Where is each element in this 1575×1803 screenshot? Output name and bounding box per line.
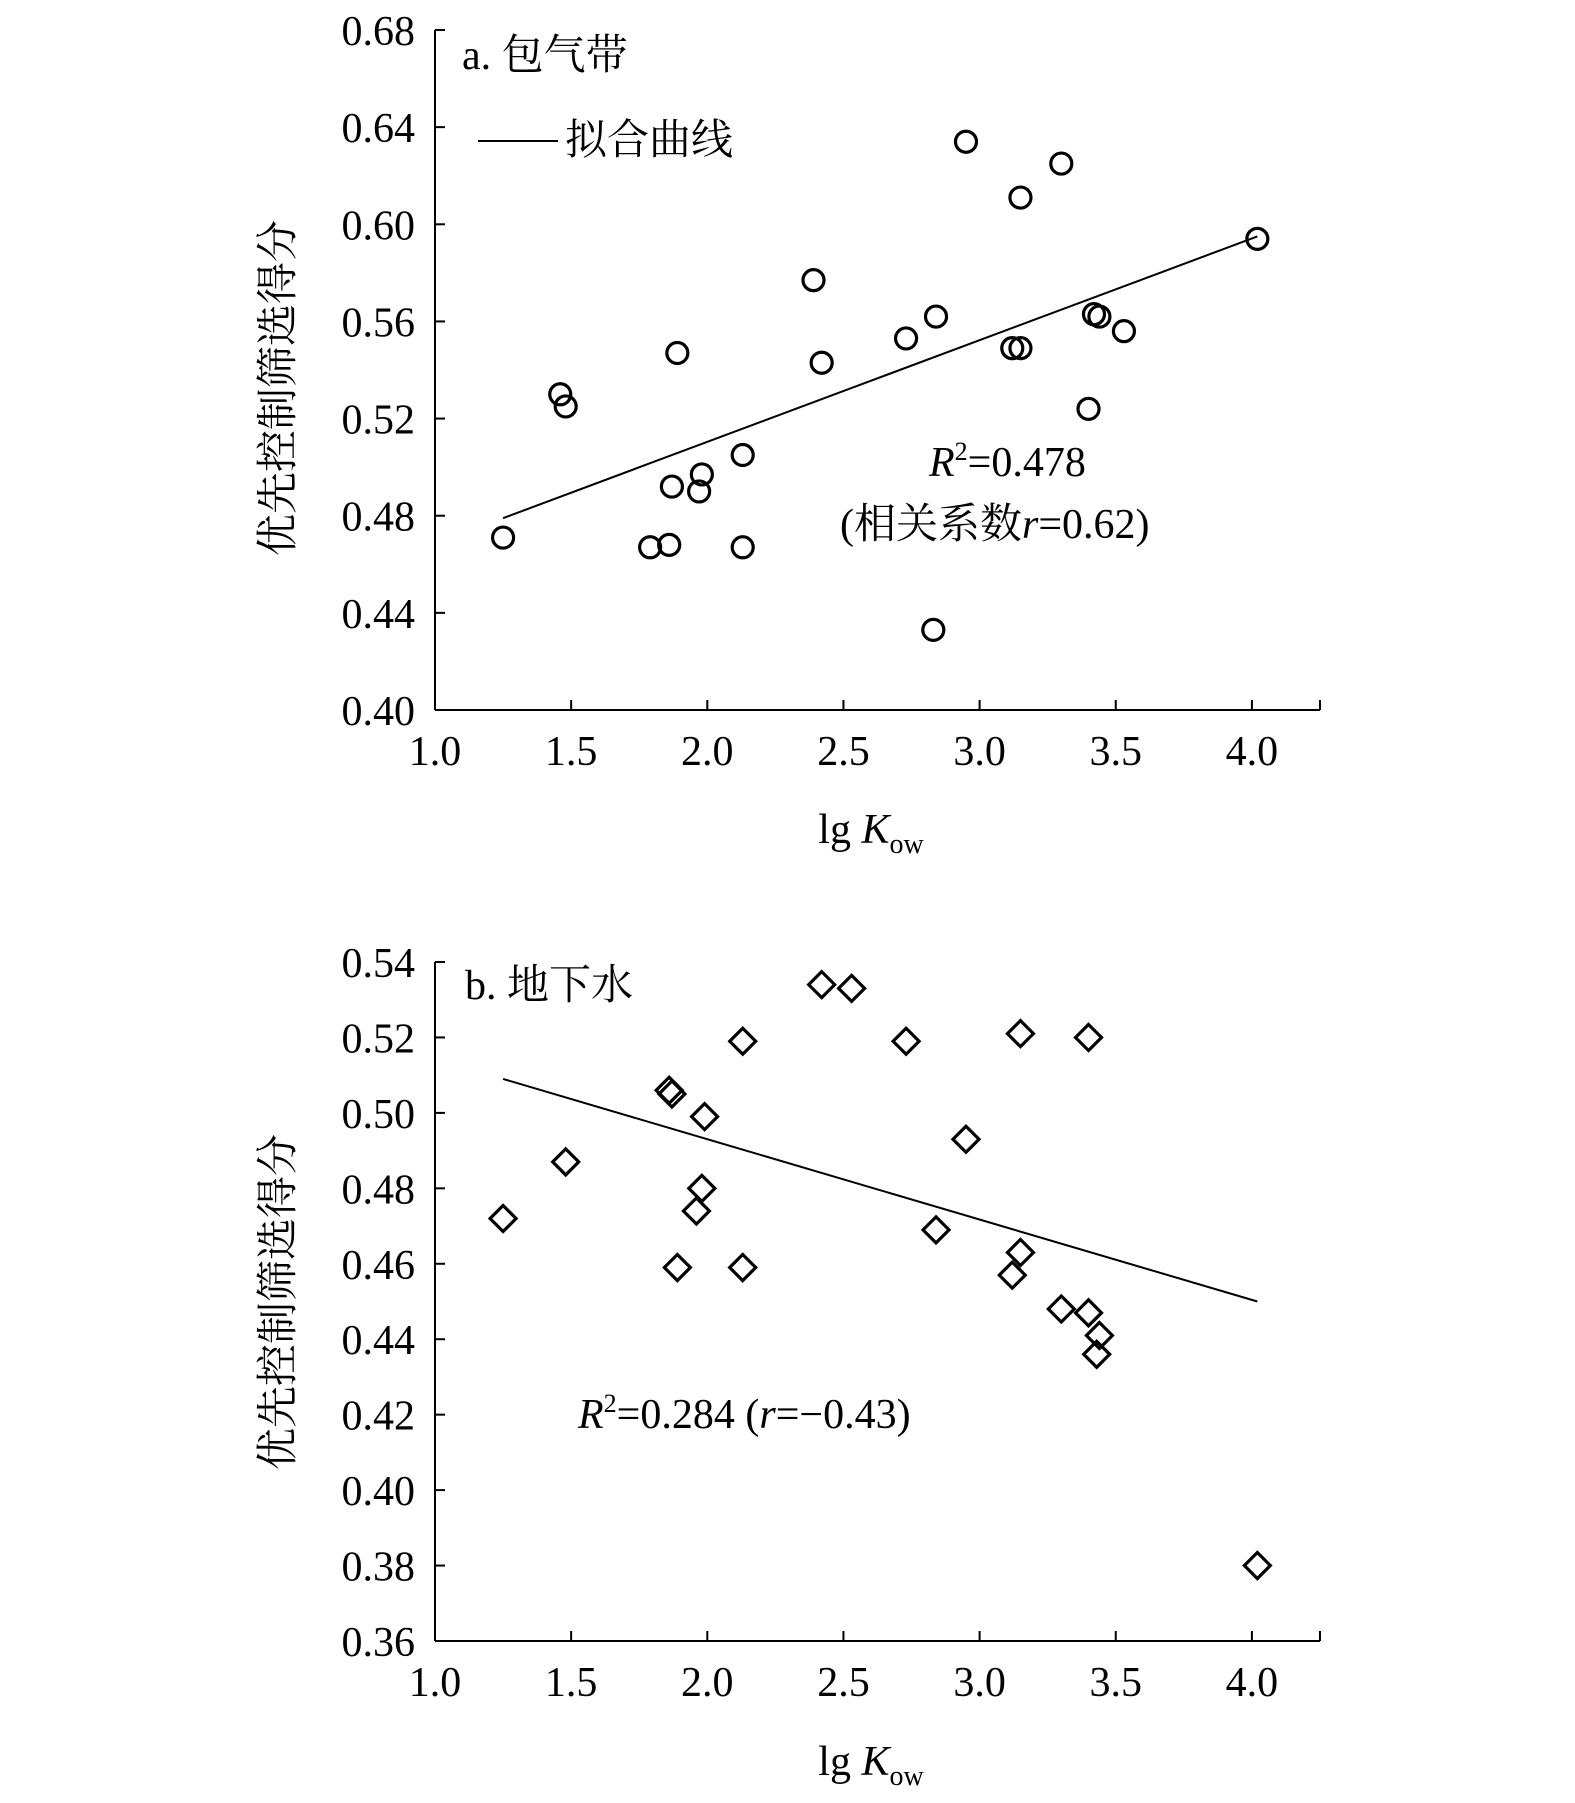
y-tick-label-b: 0.40: [341, 1469, 415, 1516]
data-point-circle: [811, 352, 832, 373]
data-point-diamond: [730, 1255, 756, 1281]
chart-panel-a: [256, 9, 1320, 860]
data-point-circle: [923, 619, 944, 640]
data-point-circle: [1010, 187, 1031, 208]
data-point-circle: [732, 445, 753, 466]
plot-area-b: [435, 962, 1320, 1641]
xlabel-b: $\lg K_{ow}$: [818, 1739, 924, 1792]
x-tick-label-a: 1.5: [544, 729, 598, 775]
data-point-diamond: [1244, 1553, 1270, 1579]
x-tick-label-a: 4.0: [1225, 729, 1279, 775]
data-point-diamond: [553, 1149, 579, 1175]
y-tick-label-a: 0.68: [341, 9, 415, 55]
data-point-circle: [803, 270, 824, 291]
x-tick-label-b: 3.5: [1089, 1660, 1142, 1706]
points-a: [493, 131, 1268, 640]
data-point-circle: [955, 131, 976, 152]
y-tick-label-b: 0.36: [341, 1620, 415, 1666]
r-annotation-a: (相关系数r=0.62): [840, 502, 1150, 548]
y-tick-label-a: 0.56: [341, 300, 415, 347]
ylabel-b: 优先控制筛选得分: [256, 1133, 302, 1471]
data-point-circle: [493, 527, 514, 548]
y-tick-label-a: 0.60: [341, 203, 415, 250]
panel-title-a: a. 包气带: [462, 33, 628, 79]
y-tick-label-b: 0.48: [341, 1167, 415, 1214]
y-tick-label-b: 0.52: [341, 1016, 415, 1063]
chart-panel-b: [256, 941, 1320, 1792]
x-tick-label-b: 2.5: [817, 1660, 870, 1706]
data-point-circle: [1113, 321, 1134, 342]
ticks-b: [342, 941, 1320, 1706]
data-point-circle: [555, 396, 576, 417]
y-tick-label-a: 0.48: [341, 494, 415, 541]
y-tick-label-a: 0.40: [341, 689, 415, 735]
panel-title-b: b. 地下水: [465, 963, 634, 1009]
ticks-a: [342, 9, 1320, 775]
data-point-circle: [1078, 398, 1099, 419]
data-point-circle: [1051, 153, 1072, 174]
data-point-diamond: [923, 1217, 949, 1243]
data-point-diamond: [689, 1175, 715, 1201]
y-tick-label-b: 0.42: [341, 1393, 415, 1440]
x-tick-label-a: 1.0: [408, 729, 462, 775]
fit-line-b: [503, 1079, 1257, 1302]
y-tick-label-a: 0.52: [341, 397, 415, 444]
data-point-diamond: [1076, 1300, 1102, 1326]
data-point-diamond: [893, 1028, 919, 1054]
data-point-diamond: [839, 975, 865, 1001]
x-tick-label-a: 3.0: [953, 729, 1006, 775]
legend-label: 拟合曲线: [565, 118, 734, 164]
data-point-diamond: [1076, 1024, 1102, 1050]
x-tick-label-b: 4.0: [1225, 1660, 1279, 1706]
xlabel-a: $\lg K_{ow}$: [818, 807, 924, 860]
x-tick-label-a: 2.5: [817, 729, 870, 775]
data-point-diamond: [1007, 1021, 1033, 1047]
x-tick-label-b: 1.0: [408, 1660, 462, 1706]
data-point-circle: [667, 343, 688, 364]
data-point-diamond: [809, 972, 835, 998]
points-b: [490, 972, 1270, 1579]
y-tick-label-b: 0.50: [341, 1091, 415, 1138]
x-tick-label-a: 3.5: [1089, 729, 1142, 775]
data-point-circle: [926, 306, 947, 327]
data-point-diamond: [490, 1206, 516, 1232]
data-point-diamond: [683, 1198, 709, 1224]
y-tick-label-b: 0.54: [341, 941, 415, 987]
fit-line-a: [503, 236, 1257, 518]
y-tick-label-b: 0.44: [341, 1318, 415, 1365]
data-point-circle: [896, 328, 917, 349]
y-tick-label-b: 0.46: [341, 1242, 415, 1289]
data-point-diamond: [953, 1126, 979, 1152]
data-point-diamond: [730, 1028, 756, 1054]
y-tick-label-a: 0.44: [341, 591, 415, 638]
x-tick-label-b: 1.5: [544, 1660, 598, 1706]
data-point-circle: [661, 476, 682, 497]
r2-annotation-b: $R^2=0.284$ (r=−0.43): [578, 1389, 911, 1438]
data-point-circle: [732, 537, 753, 558]
y-tick-label-b: 0.38: [341, 1544, 415, 1591]
x-tick-label-b: 3.0: [953, 1660, 1006, 1706]
data-point-diamond: [1048, 1296, 1074, 1322]
x-tick-label-a: 2.0: [681, 729, 734, 775]
ylabel-a: 优先控制筛选得分: [256, 219, 302, 557]
y-tick-label-a: 0.64: [341, 106, 415, 153]
data-point-diamond: [664, 1255, 690, 1281]
data-point-diamond: [692, 1104, 718, 1130]
data-point-circle: [550, 384, 571, 405]
x-tick-label-b: 2.0: [681, 1660, 734, 1706]
r2-annotation-a: $R^2=0.478$: [929, 437, 1086, 486]
